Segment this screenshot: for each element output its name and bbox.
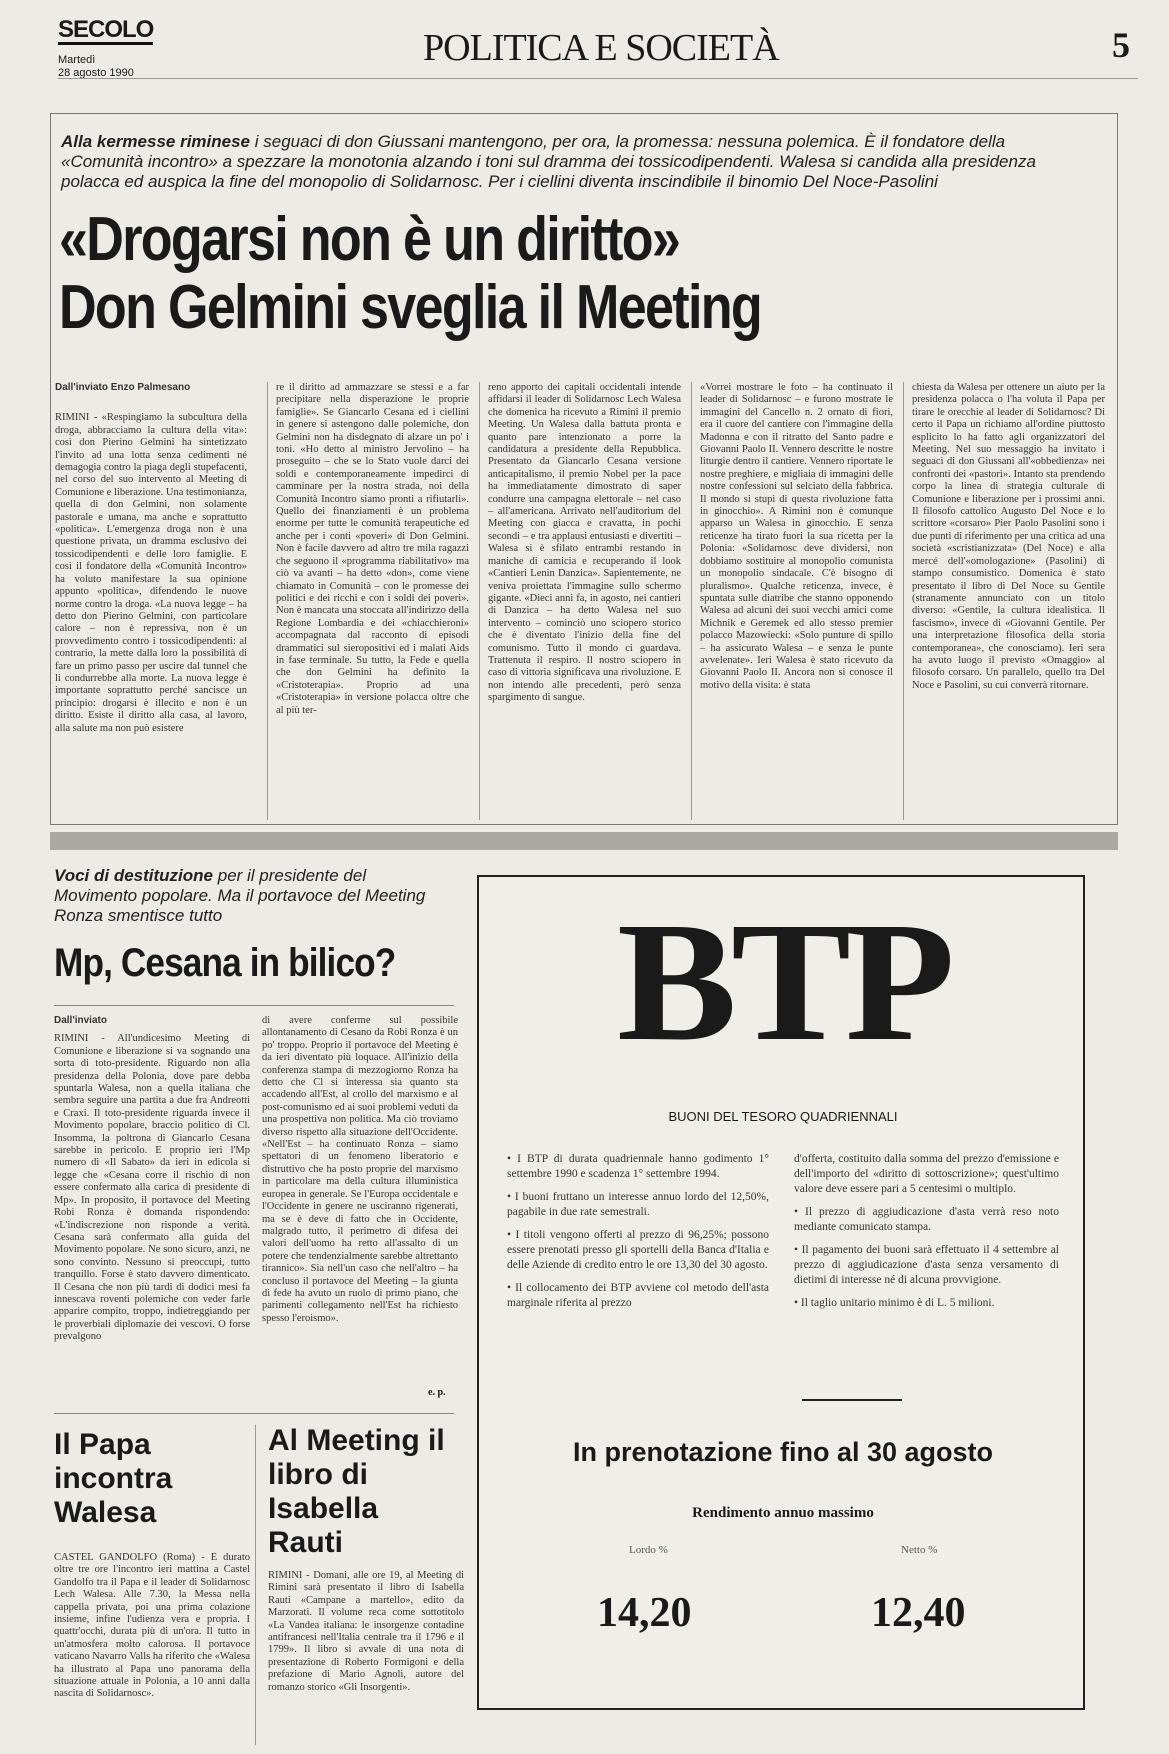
issue-day: Martedì (58, 54, 96, 66)
column-divider (255, 1425, 256, 1745)
separator-band (50, 832, 1118, 850)
main-column-text: chiesta da Walesa per ottenere un aiuto per la presidenza polacca o l'ha voluta il Papa per tirare le orecchie al leader di Solidarnosc? Di certo il Papa un richiamo all'ordine piuttosto esplicito lo ha fatto agli organizzatori del Meeting. Nel suo messaggio ha invitato i seguaci di don Giussani all'«obbedienza» nei confronti dei «pastori». Intanto sta prendendo corpo la linea di strategia culturale di Comunione e liberazione per i prossimi anni. Il filosofo cattolico Augusto Del Noce e lo scrittore «corsaro» Pier Paolo Pasolini sono i due punti di riferimento per una critica ad una società «scristianizzata» (Del Noce) e alla mercé dell'«omologazione» (Pasolini) di stampo consumistico. Domenica è stato presentato il libro di Del Noce su Gentile (stranamente annunciato con un titolo diverso: «Gentile, la cultura idealistica. Il fascismo», invece di «Giovanni Gentile. Per una interpretazione filosofica della storia contemporanea», che conosciamo). Ieri sera ha avuto luogo il previsto «Omaggio» al filosofo corsaro. Un parallelo, quello tra Del Noce e Pasolini, su cui converrà ritornare. (912, 382, 1106, 691)
rauti-body: RIMINI - Domani, alle ore 19, al Meeting di Rimini sarà presentato il libro di Isabella Rauti «Campane a martello», edito da Marzorati. Il volume reca come sottotitolo «La Vandea italiana: le insorgenze contadine antifrancesi nell'Italia centrale tra il 1796 e il 1799». Il libro si avvale di una nota di presentazione di Roberto Formigoni e della prefazione di Mario Agnoli, autore del romanzo storico «Gli Insorgenti». (268, 1570, 464, 1693)
cesana-headline: Mp, Cesana in bilico? (54, 941, 396, 985)
cesana-kicker-text: per il presidente del Movimento popolare. Ma il portavoce del Meeting Ronza smentisce tutto (54, 866, 426, 925)
btp-term: • Il pagamento dei buoni sarà effettuato il 4 settembre al prezzo di aggiudicazione d'asta senza versamento di dietimi di interesse né di alcuna provvigione. (794, 1244, 1059, 1286)
bottom-rule (54, 1413, 454, 1414)
papa-body: CASTEL GANDOLFO (Roma) - È durato oltre tre ore l'incontro ieri mattina a Castel Gandolfo tra il Papa e il leader di Solidarnosc Lech Walesa. Alle 7.30, la Messa nella cappella privata, poi una prima colazione insieme, infine l'udienza vera e propria. I quattr'occhi, durata più di un'ora. Il tutto in un'atmosfera molto calorosa. Il portavoce vaticano Navarro Valls ha riferito che «Walesa ha illustrato al Papa uno panorama della situazione attuale in Polonia, a 10 anni dalla nascita di Solidarnosc». (54, 1552, 250, 1700)
main-article-columns (55, 382, 1113, 820)
papa-headline: Il Papa incontra Walesa (54, 1428, 173, 1529)
masthead-rule (58, 78, 1138, 79)
main-column-text: RIMINI - «Respingiamo la subcultura della droga, abbracciamo la cultura della vita»: così don Pierino Gelmini ha sintetizzato l'invito ad una lotta senza cedimenti né demagogia contro la piaga degli stupefacenti, nel corso del suo intervento al Meeting di Comunione e liberazione. Una testimonianza, quella di don Gelmini, non solamente pastorale e umana, ma anche e soprattutto «politica». L'emergenza droga non è una questione privata, un dramma esclusivo dei tossicodipendenti e delle loro famiglie. E così il fondatore della «Comunità Incontro» ha voluto manifestare la sua opinione appunto «politica», difendendo le nuove norme contro la droga. «La nuova legge – ha detto don Pierino Gelmini, con particolare calore – non è repressiva, non è un provvedimento contro i tossicodipendenti: al contrario, la mette dalla loro la possibilità di fare un primo passo per uscire dal tunnel che li condurrebbe alla morte. La nuova legge è importante soprattutto perché sancisce un principio: drogarsi è illecito e non è un diritto. Esiste il diritto alla casa, al lavoro, alla salute ma non può esistere (55, 412, 247, 734)
rauti-headline: Al Meeting il libro di Isabella Rauti (268, 1424, 445, 1559)
cesana-kicker (54, 866, 434, 926)
btp-lordo-label: Lordo % (629, 1544, 668, 1556)
cesana-column-text: di avere conferme sul possibile allontanamento di Cesano da Robi Ronza è un po' troppo. Proprio il portavoce del Meeting è da ieri diventato più loquace. All'inizio della conferenza stampa di mezzogiorno Ronza ha detto che Cl si interessa sia quanto sta accadendo all'Est, al crollo del marxismo e al post-comunismo ed ai suoi problemi veduti da una prospettiva non politica. Ma ciò troviamo diverso rispetto alla situazione dell'Occidente. «Nell'Est – ha continuato Ronza – siamo spettatori di un fenomeno liberatorio e distruttivo che ha posto proprie del marxismo in particolare ma della cultura illuministica europea in generale. Se l'Europa occidentale e l'Occidente in genere ne usciranno rigenerati, ma se è deve di fatto che in Occidente, malgrado tutto, il perimetro di difesa dei valori dell'uomo ha retto all'assalto di un potere che tendenzialmente sarebbe altrettanto tirannico». Sia nell'un caso che nell'altro – ha concluso il portavoce del Meeting – la giunta di fede ha avuto un ruolo di primo piano, che parimenti collegamento nell'Est ha richiesto spesso l'eroismo». (262, 1015, 458, 1324)
btp-prenotazione: In prenotazione fino al 30 agosto (572, 1437, 994, 1467)
cesana-column-text: RIMINI - All'undicesimo Meeting di Comunione e liberazione si va sognando una sorta di toto-presidente. Riguardo non alla presidenza della Polonia, dove pare debba spuntarla Walesa, non a quella italiana che sembra seguire una partita a due fra Andreotti e Craxi. Il toto-presidente riguarda invece il Movimento popolare, braccio politico di Cl. Insomma, la poltrona di Giancarlo Cesana sarebbe in pericolo. E proprio ieri l'Mp numero di «Il Sabato» da ieri in edicola si legge che «Cesana corre il rischio di non essere confermato alla carica di presidente di Mp». In proposito, il portavoce del Meeting Robi Ronza è domanda rispondendo: «L'indiscrezione non risponde a verità. Cesana sarà confermato alla guida del Movimento popolare. Ne sono sicuro, anzi, ne sono convinto. Nessuno si preoccupi, tutto tranquillo. Forse è stato davvero dimenticato. Il Cesana che non più tardi di dodici mesi fa innescava roventi polemiche con veder farle apparire compito, troppo, indietreggiando per le proverbiali diplomazie dei vescovi. O forse prevalgono (54, 1033, 250, 1343)
main-headline-line-2: Don Gelmini sveglia il Meeting (59, 273, 762, 342)
cesana-rule (54, 1005, 454, 1006)
btp-term: • I titoli vengono offerti al prezzo di 96,25%; possono essere prenotati presso gli sportelli della Banca d'Italia e delle Aziende di credito entro le ore 13,30 del 30 agosto. (507, 1229, 769, 1271)
btp-netto-label: Netto % (901, 1544, 938, 1556)
cesana-column-1 (54, 1015, 250, 1400)
main-byline: Dall'inviato Enzo Palmesano (55, 382, 191, 393)
cesana-column-2 (262, 1015, 458, 1383)
main-column-3 (479, 382, 689, 820)
newspaper-logo: SECOLO (58, 16, 154, 43)
page-number: 5 (1112, 25, 1130, 65)
btp-advertisement (477, 875, 1085, 1710)
btp-rendimento-title: Rendimento annuo massimo (692, 1505, 874, 1521)
main-kicker (61, 132, 1071, 192)
main-column-5 (903, 382, 1113, 820)
section-title: POLITICA E SOCIETÀ (423, 27, 779, 69)
btp-term: • I buoni fruttano un interesse annuo lordo del 12,50%, pagabile in due rate semestrali. (507, 1191, 769, 1218)
masthead (58, 18, 1138, 84)
issue-date (58, 54, 134, 80)
main-headline (59, 206, 761, 342)
btp-term: • Il taglio unitario minimo è di L. 5 milioni. (794, 1297, 995, 1309)
main-article (50, 113, 1118, 825)
main-column-1 (55, 382, 255, 820)
cesana-signoff: e. p. (428, 1387, 446, 1398)
cesana-byline: Dall'inviato (54, 1015, 107, 1026)
main-column-2 (267, 382, 477, 820)
main-kicker-text: i seguaci di don Giussani mantengono, per ora, la promessa: nessuna polemica. È il fondatore della «Comunità incontro» a spezzare la monotonia alzando i toni sul dramma dei tossicodipendenti. Walesa si candida alla presidenza polacca ed auspica la fine del monopolio di Solidarnosc. Per i ciellini diventa inscindibile il binomio Del Noce-Pasolini (61, 132, 1036, 191)
main-column-4 (691, 382, 901, 820)
btp-term: d'offerta, costituito dalla somma del prezzo d'emissione e dell'importo del «diritto di sottoscrizione»; quest'ultimo valore deve essere pari a 5 centesimi o multiplo. (794, 1153, 1059, 1195)
btp-term: • Il prezzo di aggiudicazione d'asta verrà reso noto mediante comunicato stampa. (794, 1206, 1059, 1233)
main-column-text: re il diritto ad ammazzare se stessi e a far precipitare nella disperazione le proprie famiglie». Se Giancarlo Cesana ed i ciellini in genere si astengono dalle polemiche, don Gelmini non ha disdegnato di alzare un po' i toni. «Ho detto al ministro Jervolino – ha proseguito – che se lo Stato vuole darci dei soldi e contemporaneamente impedirci di camminare per la nostra strada, noi della Comunità Incontro siamo pronti a rifiutarli». Quello dei finanziamenti è un problema enorme per tutte le comunità terapeutiche ed anche per i conti «poveri» di Don Gelmini. Non è facile davvero ad altro tre mila ragazzi che seguono il «programma riabilitativo» ma ciò va avanti – ha detto «don», come viene chiamato in Comunità – con le promesse dei politici e dei ricchi e con i soldi dei poveri». Non è mancata una stoccata all'indirizzo della Regione Lombardia e dei «chiacchieroni» accompagnata dal racconto di episodi drammatici sul sieropositivi ed i malati Aids in fase terminale. Su tutto, la Fede e quella che don Gelmini ha definito la «Cristoterapia». Proprio ad una «Cristoterapia» in versione polacca oltre che al più ter- (276, 382, 469, 716)
btp-netto-value: 12,40 (871, 1590, 966, 1636)
btp-term: • I BTP di durata quadriennale hanno godimento 1° settembre 1990 e scadenza 1° settembre 1994. (507, 1153, 769, 1180)
cesana-kicker-lead: Voci di destituzione (54, 866, 213, 885)
issue-date-text: 28 agosto 1990 (58, 67, 134, 79)
main-kicker-lead: Alla kermesse riminese (61, 132, 251, 151)
main-column-text: reno apporto dei capitali occidentali intende affidarsi il leader di Solidarnosc Lech Walesa che domenica ha ricevuto a Rimini il premio Meeting. Un Walesa dalla battuta pronta e quanto pare intenzionato a porre la candidatura a presidente della Repubblica. Presentato da Giancarlo Cesana versione anticapitalismo, il premio Nobel per la pace ha immediatamente dimostrato di saper condurre una campagna elettorale – nel caso – all'americana. Arrivato nell'auditorium del Meeting con giacca e cravatta, in pochi secondi – e tra applausi entusiasti e divertiti – Walesa si è sfilato entrambi restando in maniche di camicia e recuperando il look «Cantieri Lenin Danzica». Sapientemente, ne veniva proiettata l'immagine sullo schermo gigante. «Dieci anni fa, in agosto, nei cantieri di Danzica – ha detto Walesa nel suo intervento – cominciò uno sciopero storico che è diventato l'inizio della fine del comunismo. Tutto il mondo ci guardava. Trattenuta il respiro. Il nostro sciopero in caso di vittoria significava una rivoluzione. E non intendo alle precedenti, però senza spargimento di sangue. (488, 382, 681, 704)
btp-rule (802, 1399, 902, 1401)
btp-terms-left (507, 1152, 769, 1319)
btp-lordo-value: 14,20 (597, 1590, 692, 1636)
btp-term: • Il collocamento dei BTP avviene col metodo dell'asta marginale riferita al prezzo (507, 1282, 769, 1309)
btp-subtitle: BUONI DEL TESORO QUADRIENNALI (668, 1109, 898, 1124)
btp-logo: BTP (616, 887, 950, 1077)
main-column-text: «Vorrei mostrare le foto – ha continuato il leader di Solidarnosc – e furono mostrate le immagini del Cancello n. 2 ornato di fiori, era il cuore del cantiere con l'immagine della Madonna e con il ritratto del Santo padre e Giovanni Paolo II. Vennero descritte le nostre liturgie dentro il cantiere. Vennero riportate le nostre preghiere, e migliaia di immagini delle nostre confessioni sul selciato della fabbrica. Il mondo si stupì di questa rivoluzione fatta in ginocchio». A Rimini non è comunque apparso un Walesa in ginocchio. E senza reticenze ha tirato fuori la sua ricetta per la Polonia: «Solidarnosc deve dividersi, non dobbiamo sostituire al monopolio comunista un monopolio sindacale. C'è bisogno di pluralismo». Qualche reticenza, invece, è spuntata sulle diatribe che stanno opponendo Walesa ad alcuni dei suoi vecchi amici come Michnik e Geremek ed allo stesso premier polacco Mazowiecki: «Solo punture di spillo – ha assicurato Walesa – e senza le punte avvelenate». Ieri Walesa è stato ricevuto da Giovanni Paolo II. Ancora non si conosce il motivo della visita: è stata (700, 382, 893, 691)
btp-terms-right (794, 1152, 1059, 1319)
main-headline-line-1: «Drogarsi non è un diritto» (59, 205, 680, 274)
